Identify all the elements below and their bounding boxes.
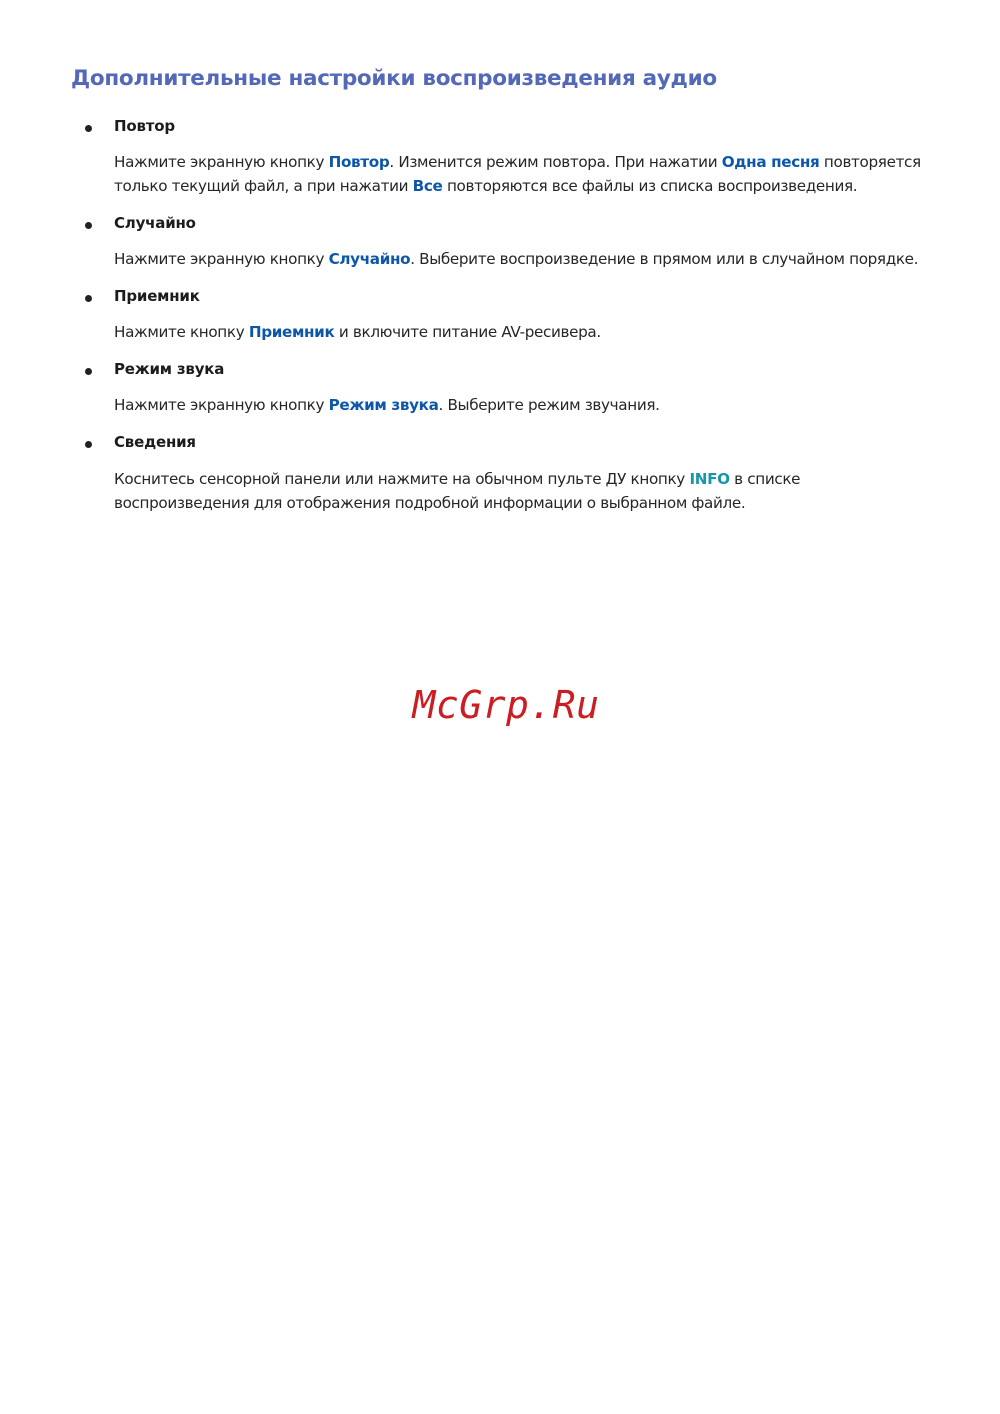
- text-run: Нажмите экранную кнопку: [114, 396, 329, 414]
- text-run: повторяются все файлы из списка воспроизведения.: [442, 177, 858, 195]
- button-reference: Случайно: [328, 250, 411, 268]
- text-run: . Выберите воспроизведение в прямом или в случайном порядке.: [410, 250, 919, 268]
- watermark: McGrp.Ru: [412, 683, 600, 727]
- description-line: [114, 150, 934, 174]
- bullet-icon: [85, 368, 92, 375]
- text-run: Коснитесь сенсорной панели или нажмите на обычном пульте ДУ кнопку: [114, 470, 690, 488]
- button-reference: Повтор: [328, 153, 390, 171]
- text-run: в списке: [729, 470, 801, 488]
- button-reference: Все: [412, 177, 443, 195]
- item-description: [114, 247, 934, 271]
- item-heading: Приемник: [114, 287, 200, 305]
- description-line: [114, 174, 934, 198]
- text-run: Нажмите экранную кнопку: [114, 153, 329, 171]
- button-reference: Режим звука: [328, 396, 439, 414]
- description-line: [114, 467, 934, 491]
- item-heading: Случайно: [114, 214, 196, 232]
- button-reference: INFO: [689, 470, 730, 488]
- text-run: повторяется: [819, 153, 921, 171]
- item-description: [114, 393, 934, 417]
- button-reference: Приемник: [248, 323, 335, 341]
- item-description: [114, 320, 934, 344]
- page-title: Дополнительные настройки воспроизведения аудио: [71, 66, 717, 91]
- description-line: [114, 491, 934, 515]
- bullet-icon: [85, 125, 92, 132]
- text-run: Нажмите кнопку: [114, 323, 249, 341]
- text-run: Нажмите экранную кнопку: [114, 250, 329, 268]
- text-run: . Выберите режим звучания.: [438, 396, 660, 414]
- description-line: [114, 393, 934, 417]
- button-reference: Одна песня: [721, 153, 820, 171]
- description-line: [114, 247, 934, 271]
- bullet-icon: [85, 441, 92, 448]
- item-heading: Повтор: [114, 117, 175, 135]
- text-run: и включите питание AV-ресивера.: [334, 323, 601, 341]
- bullet-icon: [85, 295, 92, 302]
- item-heading: Сведения: [114, 433, 196, 451]
- text-run: . Изменится режим повтора. При нажатии: [389, 153, 722, 171]
- text-run: только текущий файл, а при нажатии: [114, 177, 413, 195]
- description-line: [114, 320, 934, 344]
- bullet-icon: [85, 222, 92, 229]
- text-run: воспроизведения для отображения подробной информации о выбранном файле.: [114, 494, 746, 512]
- item-description: [114, 467, 934, 515]
- item-description: [114, 150, 934, 198]
- item-heading: Режим звука: [114, 360, 225, 378]
